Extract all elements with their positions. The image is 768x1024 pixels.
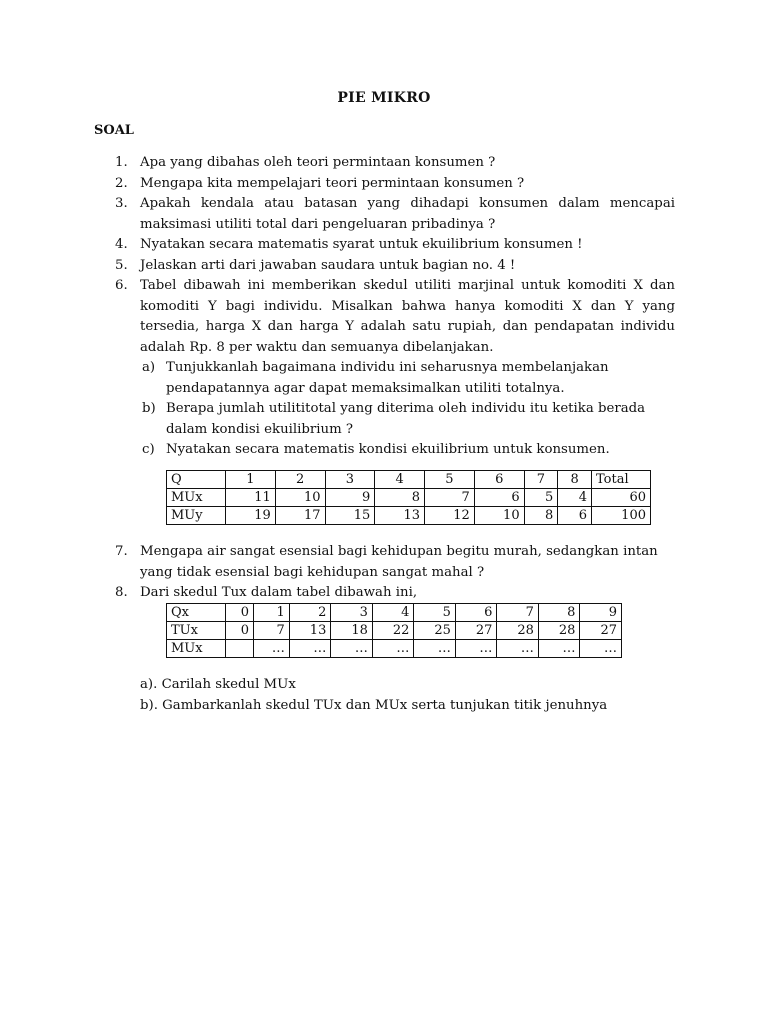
- table-cell: 11: [226, 489, 276, 507]
- question-item: [115, 542, 675, 583]
- table-cell: 13: [289, 622, 331, 640]
- table-cell: 10: [474, 507, 524, 525]
- table-cell: 0: [226, 604, 254, 622]
- table-cell: 7: [425, 489, 475, 507]
- table-cell: …: [580, 640, 622, 658]
- table-cell: 7: [497, 604, 539, 622]
- table-cell: 8: [524, 507, 558, 525]
- question-item: [115, 174, 675, 195]
- table-cell: 28: [497, 622, 539, 640]
- question-item: [115, 153, 675, 174]
- table-cell: TUx: [167, 622, 226, 640]
- table-cell: 13: [375, 507, 425, 525]
- utility-table: [166, 470, 651, 525]
- table-cell: 5: [425, 471, 475, 489]
- question-text: Nyatakan secara matematis syarat untuk ekuilibrium konsumen !: [140, 237, 583, 252]
- question-number: 6.: [115, 278, 128, 293]
- sub-question-text: Tunjukkanlah bagaimana individu ini seharusnya membelanjakan pendapatannya agar dapat memaksimalkan utiliti totalnya.: [166, 360, 609, 396]
- sub-question-item: [115, 399, 675, 440]
- sub-question-text: Berapa jumlah utilititotal yang diterima oleh individu itu ketika berada dalam kondisi ekuilibrium ?: [166, 401, 646, 437]
- sub-question-item: a). Carilah skedul MUx: [140, 677, 296, 692]
- table-cell: 0: [226, 622, 254, 640]
- document-title: PIE MIKRO: [337, 90, 431, 106]
- tux-table: [166, 603, 622, 658]
- table-cell: 1: [226, 471, 276, 489]
- q8-sub-questions: [140, 675, 720, 716]
- table-cell: 6: [558, 507, 592, 525]
- table-row: [167, 507, 651, 525]
- table-cell: 2: [289, 604, 331, 622]
- table-cell: MUy: [167, 507, 226, 525]
- question-text: Apakah kendala atau batasan yang dihadapi konsumen dalam mencapai maksimasi utiliti total dari pengeluaran pribadinya ?: [140, 196, 675, 232]
- table-cell: …: [331, 640, 373, 658]
- table-cell: 22: [372, 622, 414, 640]
- table-row: [167, 622, 622, 640]
- question-item: [115, 256, 675, 277]
- table-cell: 17: [275, 507, 325, 525]
- question-text: Mengapa air sangat esensial bagi kehidupan begitu murah, sedangkan intan yang tidak esensial bagi kehidupan sangat mahal ?: [140, 544, 658, 580]
- table-cell: 4: [375, 471, 425, 489]
- table-cell: 2: [275, 471, 325, 489]
- table-cell: 6: [474, 489, 524, 507]
- table-cell: MUx: [167, 640, 226, 658]
- question-number: 8.: [115, 585, 128, 600]
- table-cell: …: [372, 640, 414, 658]
- table-cell: 7: [524, 471, 558, 489]
- table-cell: …: [497, 640, 539, 658]
- table-cell: 8: [375, 489, 425, 507]
- sub-question-text: Nyatakan secara matematis kondisi ekuilibrium untuk konsumen.: [166, 442, 610, 457]
- sub-question-label: b): [142, 401, 156, 416]
- question-item: [115, 583, 675, 604]
- sub-question-item: b). Gambarkanlah skedul TUx dan MUx serta tunjukan titik jenuhnya: [140, 697, 608, 713]
- table-cell: [226, 640, 254, 658]
- table-cell: …: [538, 640, 580, 658]
- table-cell: 28: [538, 622, 580, 640]
- table-cell: 5: [524, 489, 558, 507]
- table-cell: 15: [325, 507, 375, 525]
- table-cell: 25: [414, 622, 456, 640]
- question-text: Mengapa kita mempelajari teori permintaan konsumen ?: [140, 175, 525, 191]
- question-number: 7.: [115, 544, 128, 559]
- table-cell: Qx: [167, 604, 226, 622]
- table-cell: 19: [226, 507, 276, 525]
- table-cell: 9: [325, 489, 375, 507]
- table-cell: …: [289, 640, 331, 658]
- table-cell: 5: [414, 604, 456, 622]
- question-text: Apa yang dibahas oleh teori permintaan konsumen ?: [140, 155, 496, 170]
- table-cell: MUx: [167, 489, 226, 507]
- table-cell: 27: [580, 622, 622, 640]
- question-number: 1.: [115, 155, 128, 170]
- question-text: Tabel dibawah ini memberikan skedul utiliti marjinal untuk komoditi X dan komoditi Y bagi individu. Misalkan bahwa hanya komoditi X dan Y yang tersedia, harga X dan harga Y adalah satu rupiah, dan pendapatan individu adalah Rp. 8 per waktu dan semuanya dibelanjakan.: [140, 278, 675, 355]
- table-cell: Total: [592, 471, 651, 489]
- table-cell: 60: [592, 489, 651, 507]
- question-number: 2.: [115, 175, 128, 191]
- question-item: [115, 276, 675, 358]
- question-item: [115, 194, 675, 235]
- table-cell: 18: [331, 622, 373, 640]
- sub-question-label: a): [142, 360, 156, 375]
- table-cell: 6: [455, 604, 497, 622]
- table-cell: 12: [425, 507, 475, 525]
- table-cell: 9: [580, 604, 622, 622]
- section-heading: SOAL: [94, 123, 134, 138]
- table-cell: 8: [538, 604, 580, 622]
- table-cell: 1: [254, 604, 290, 622]
- question-number: 5.: [115, 257, 128, 273]
- question-list: [115, 153, 675, 461]
- table-header-row: [167, 604, 622, 622]
- table-cell: 3: [331, 604, 373, 622]
- sub-question-item: [115, 440, 675, 461]
- question-list-continued: [115, 542, 675, 604]
- table-cell: …: [455, 640, 497, 658]
- table-cell: 100: [592, 507, 651, 525]
- sub-question-label: c): [142, 442, 155, 457]
- question-number: 4.: [115, 237, 128, 252]
- table-cell: 27: [455, 622, 497, 640]
- question-number: 3.: [115, 196, 128, 211]
- table-cell: 6: [474, 471, 524, 489]
- table-cell: …: [254, 640, 290, 658]
- table-row: [167, 640, 622, 658]
- sub-question-item: [115, 358, 675, 399]
- table-cell: 4: [558, 489, 592, 507]
- table-cell: 8: [558, 471, 592, 489]
- table-cell: 10: [275, 489, 325, 507]
- question-text: Dari skedul Tux dalam tabel dibawah ini,: [140, 585, 418, 600]
- table-cell: Q: [167, 471, 226, 489]
- question-item: [115, 235, 675, 256]
- question-text: Jelaskan arti dari jawaban saudara untuk bagian no. 4 !: [140, 257, 516, 273]
- table-header-row: [167, 471, 651, 489]
- table-cell: 4: [372, 604, 414, 622]
- table-row: [167, 489, 651, 507]
- table-cell: …: [414, 640, 456, 658]
- table-cell: 3: [325, 471, 375, 489]
- table-cell: 7: [254, 622, 290, 640]
